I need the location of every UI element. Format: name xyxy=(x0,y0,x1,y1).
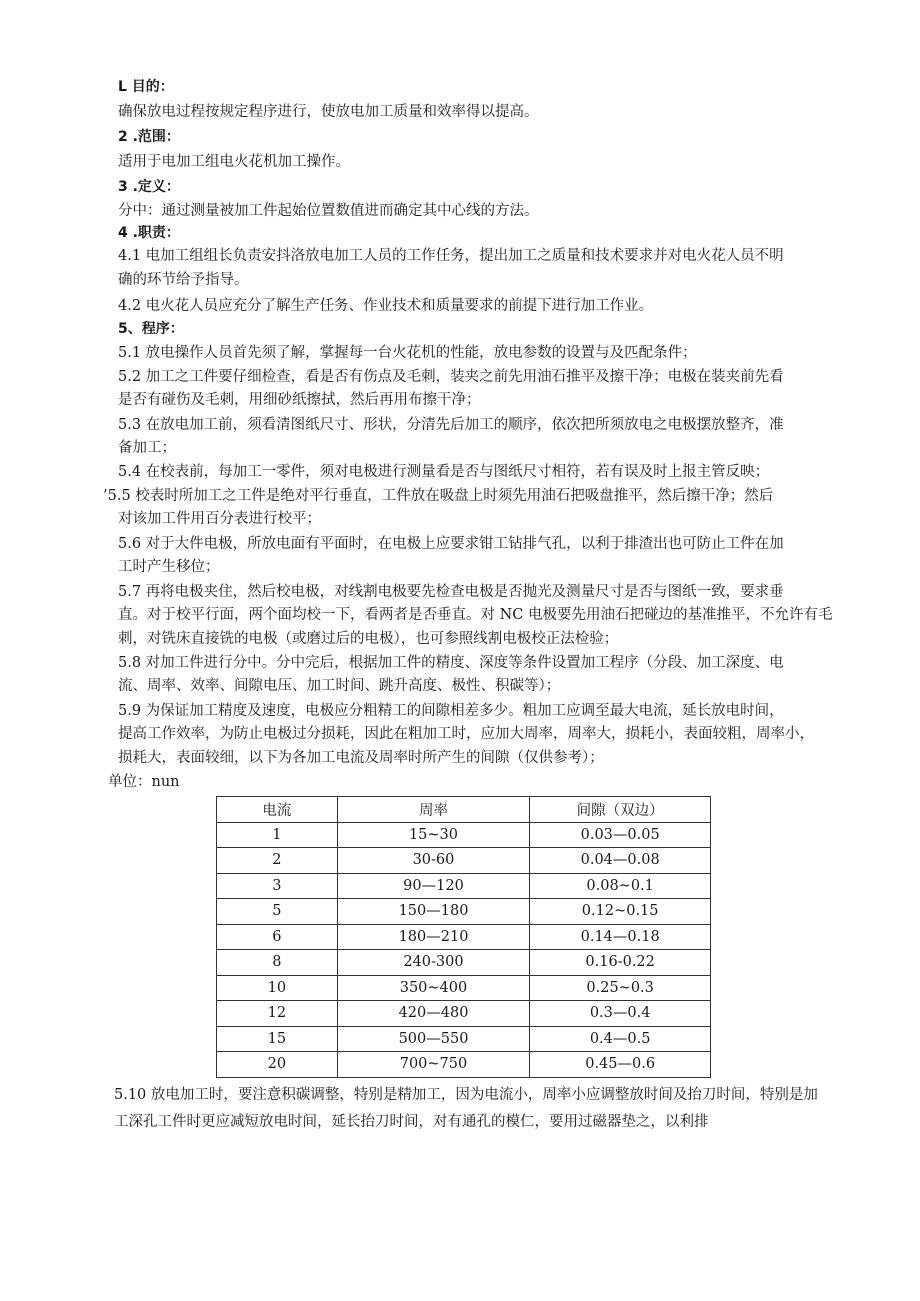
cell-frequency: 90—120 xyxy=(337,873,530,899)
paragraph-5-8-line-1: 5.8 对加工件进行分中。分中完后，根据加工件的精度、深度等条件设置加工程序（分段、加工深度、电 xyxy=(118,655,784,671)
paragraph-5-3-line-2: 备加工； xyxy=(118,440,176,456)
cell-current: 3 xyxy=(217,873,338,899)
cell-current: 1 xyxy=(217,822,338,848)
cell-gap: 0.04—0.08 xyxy=(530,848,711,874)
cell-current: 10 xyxy=(217,975,338,1001)
section-1-title: L 目的： xyxy=(118,79,174,95)
paragraph-5-7-line-1: 5.7 再将电极夹住，然后校电极，对线割电极要先检查电极是否抛光及测量尺寸是否与图纸一致，要求垂 xyxy=(118,584,784,600)
paragraph-5-8-line-2: 流、周率、效率、间隙电压、加工时间、跳升高度、极性、积碳等）； xyxy=(118,678,561,694)
cell-frequency: 350~400 xyxy=(337,975,530,1001)
section-3-body: 分中：通过测量被加工件起始位置数值进而确定其中心线的方法。 xyxy=(118,203,539,219)
gap-table xyxy=(216,796,711,1078)
table-row xyxy=(217,1026,711,1052)
cell-current: 8 xyxy=(217,950,338,976)
paragraph-5-4: 5.4 在校表前，每加工一零件，须对电极进行测量看是否与图纸尺寸相符，若有误及时上报主管反映； xyxy=(118,464,770,480)
cell-frequency: 700~750 xyxy=(337,1052,530,1078)
table-row xyxy=(217,848,711,874)
table-row xyxy=(217,822,711,848)
cell-current: 6 xyxy=(217,924,338,950)
table-row xyxy=(217,873,711,899)
paragraph-5-10-line-2: 工深孔工件时更应减短放电时间，延长抬刀时间，对有通孔的模仁，要用过磁器垫之，以利排 xyxy=(114,1114,709,1130)
cell-current: 5 xyxy=(217,899,338,925)
paragraph-5-2-line-2: 是否有碰伤及毛刺，用细砂纸擦拭，然后再用布擦干净； xyxy=(118,392,481,408)
cell-frequency: 30-60 xyxy=(337,848,530,874)
paragraph-5-3-line-1: 5.3 在放电加工前，须看清图纸尺寸、形状，分清先后加工的顺序，依次把所须放电之电极摆放整齐，准 xyxy=(118,417,784,433)
table-row xyxy=(217,975,711,1001)
cell-gap: 0.03—0.05 xyxy=(530,822,711,848)
cell-gap: 0.25~0.3 xyxy=(530,975,711,1001)
paragraph-5-6-line-1: 5.6 对于大件电极，所放电面有平面时，在电极上应要求钳工钻排气孔，以利于排渣出也可防止工件在加 xyxy=(118,536,784,552)
paragraph-5-5-line-2: 对该加工件用百分表进行校平； xyxy=(118,511,321,527)
cell-frequency: 180—210 xyxy=(337,924,530,950)
table-row xyxy=(217,924,711,950)
cell-frequency: 240-300 xyxy=(337,950,530,976)
cell-gap: 0.14—0.18 xyxy=(530,924,711,950)
cell-frequency: 420—480 xyxy=(337,1001,530,1027)
table-row xyxy=(217,1052,711,1078)
paragraph-5-9-line-3: 损耗大，表面较细，以下为各加工电流及周率时所产生的间隙（仅供参考）； xyxy=(118,750,604,766)
header-gap: 间隙（双边） xyxy=(530,797,711,823)
table-row xyxy=(217,950,711,976)
section-3-title: 3 .定义： xyxy=(118,179,180,195)
header-current: 电流 xyxy=(217,797,338,823)
section-2-title: 2 .范围： xyxy=(118,129,180,145)
paragraph-5-5-line-1: ’5.5 校表时所加工之工件是绝对平行垂直，工件放在吸盘上时须先用油石把吸盘推平，然后擦干净；然后 xyxy=(103,488,774,504)
cell-gap: 0.12~0.15 xyxy=(530,899,711,925)
section-4-title: 4 .职责： xyxy=(118,225,180,241)
cell-current: 2 xyxy=(217,848,338,874)
cell-frequency: 150—180 xyxy=(337,899,530,925)
cell-gap: 0.3—0.4 xyxy=(530,1001,711,1027)
paragraph-5-2-line-1: 5.2 加工之工件要仔细检查，看是否有伤点及毛刺，装夹之前先用油石推平及擦干净；电极在装夹前先看 xyxy=(118,369,784,385)
section-2-body: 适用于电加工组电火花机加工操作。 xyxy=(118,154,350,170)
paragraph-5-7-line-2: 直。对于校平行面，两个面均校一下，看两者是否垂直。对 NC 电极要先用油石把碰边的基准推平，不允许有毛 xyxy=(118,607,833,623)
cell-current: 12 xyxy=(217,1001,338,1027)
paragraph-4-1-line-2: 确的环节给予指导。 xyxy=(118,272,249,288)
paragraph-5-7-line-3: 刺，对铣床直接铣的电极（或磨过后的电极），也可参照线割电极校正法检验； xyxy=(118,631,619,647)
cell-current: 15 xyxy=(217,1026,338,1052)
cell-gap: 0.45—0.6 xyxy=(530,1052,711,1078)
cell-gap: 0.4—0.5 xyxy=(530,1026,711,1052)
cell-frequency: 15~30 xyxy=(337,822,530,848)
header-frequency: 周率 xyxy=(337,797,530,823)
cell-gap: 0.08~0.1 xyxy=(530,873,711,899)
cell-current: 20 xyxy=(217,1052,338,1078)
paragraph-5-10-line-1: 5.10 放电加工时，要注意积碳调整，特别是精加工，因为电流小，周率小应调整放时间及抬刀时间，特别是加 xyxy=(114,1087,818,1103)
paragraph-5-9-line-2: 提高工作效率，为防止电极过分损耗，因此在粗加工时，应加大周率，周率大，损耗小，表面较粗，周率小， xyxy=(118,726,814,742)
paragraph-5-1: 5.1 放电操作人员首先须了解，掌握每一台火花机的性能，放电参数的设置与及匹配条件； xyxy=(118,345,697,361)
table-row xyxy=(217,1001,711,1027)
cell-gap: 0.16-0.22 xyxy=(530,950,711,976)
paragraph-5-6-line-2: 工时产生移位； xyxy=(118,559,220,575)
section-5-title: 5、程序： xyxy=(118,321,184,337)
table-row xyxy=(217,899,711,925)
section-1-body: 确保放电过程按规定程序进行，使放电加工质量和效率得以提高。 xyxy=(118,104,539,120)
unit-label: 单位：nun xyxy=(108,774,180,790)
table-header-row xyxy=(217,797,711,823)
paragraph-4-2: 4.2 电火花人员应充分了解生产任务、作业技术和质量要求的前提下进行加工作业。 xyxy=(118,298,654,314)
cell-frequency: 500—550 xyxy=(337,1026,530,1052)
paragraph-4-1-line-1: 4.1 电加工组组长负责安抖洛放电加工人员的工作任务，提出加工之质量和技术要求并对电火花人员不明 xyxy=(118,248,784,264)
paragraph-5-9-line-1: 5.9 为保证加工精度及速度，电极应分粗精工的间隙相差多少。粗加工应调至最大电流，延长放电时间， xyxy=(118,703,784,719)
